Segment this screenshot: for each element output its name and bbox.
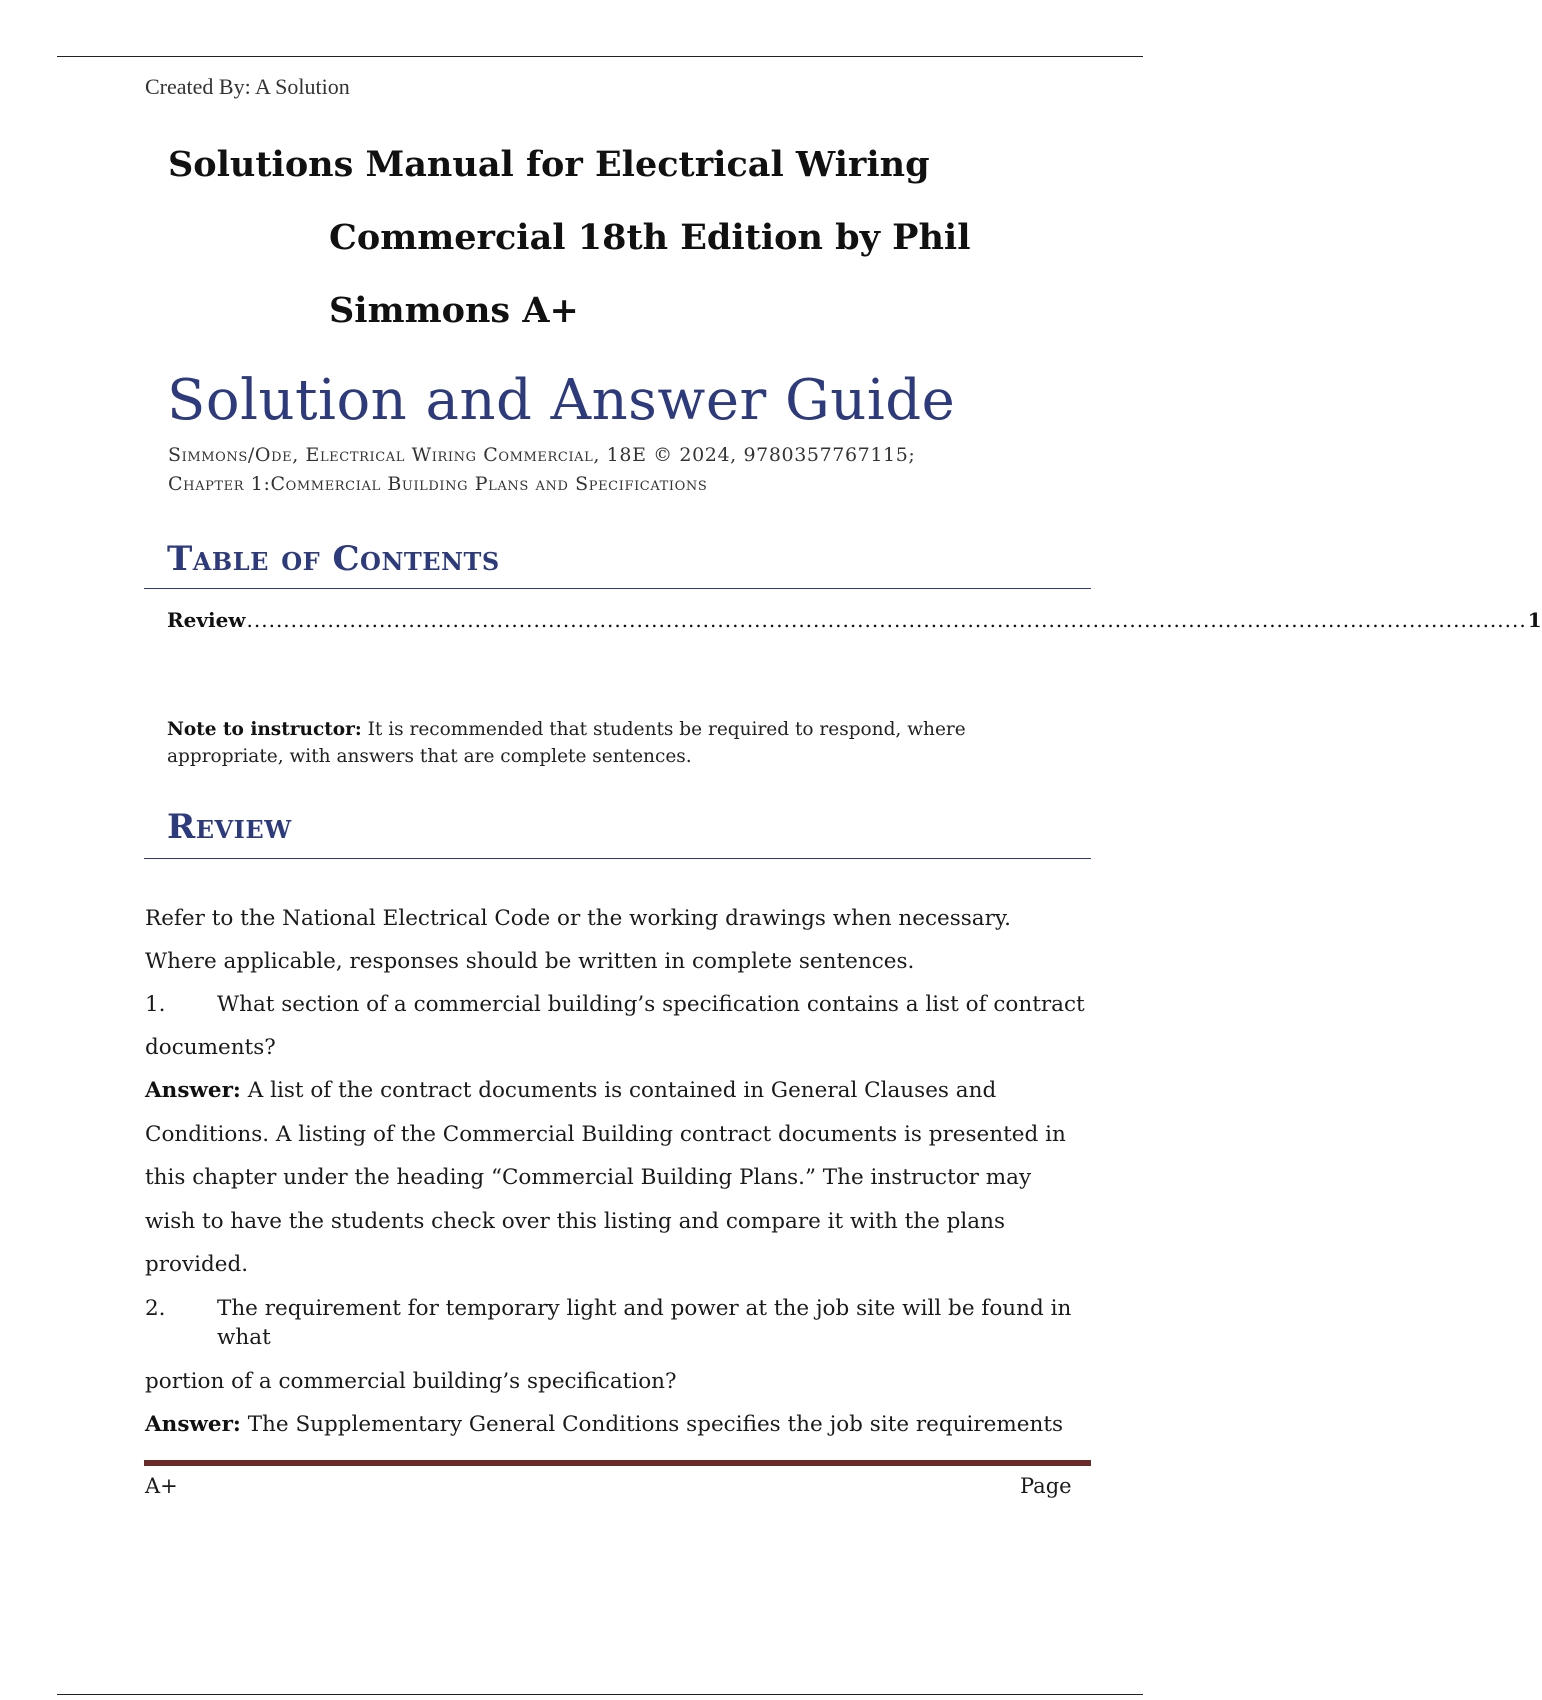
guide-subtitle-line-1: Simmons/Ode, Electrical Wiring Commercial, 18E © 2024, 9780357767115; (168, 444, 916, 466)
review-intro-line-2: Where applicable, responses should be written in complete sentences. (145, 949, 915, 974)
top-rule (57, 56, 1143, 57)
answer-1-line-3: this chapter under the heading “Commercial Building Plans.” The instructor may (145, 1165, 1032, 1190)
question-2-text: The requirement for temporary light and power at the job site will be found in (217, 1296, 1072, 1321)
guide-subtitle-line-2: Chapter 1:Commercial Building Plans and Specifications (168, 473, 708, 495)
answer-2-text: The Supplementary General Conditions specifies the job site requirements (240, 1412, 1064, 1437)
answer-1-line-4: wish to have the students check over this listing and compare it with the plans (145, 1209, 1005, 1234)
note-label: Note to instructor: (167, 719, 362, 740)
toc-heading: Table of Contents (167, 539, 500, 579)
created-by: Created By: A Solution (145, 74, 350, 99)
question-2-text-wrap: what (217, 1325, 271, 1350)
question-1-text-cont: documents? (145, 1035, 276, 1060)
answer-2-line-1 (145, 1412, 1063, 1438)
footer-page-label: Page (1020, 1474, 1072, 1498)
review-heading: Review (167, 807, 292, 847)
review-divider (144, 858, 1091, 859)
footer-rule (144, 1460, 1091, 1466)
review-intro-line-1: Refer to the National Electrical Code or the working drawings when necessary. (145, 906, 1012, 931)
note-to-instructor (167, 716, 1017, 770)
note-text: It is recommended that students be required to respond, where appropriate, with answers that are complete sentences. (167, 719, 966, 767)
toc-entry-review[interactable] (167, 608, 1542, 632)
toc-entry-page: 1 (1527, 608, 1542, 632)
answer-1-label: Answer: (145, 1078, 241, 1103)
answer-1-line-2: Conditions. A listing of the Commercial Building contract documents is presented in (145, 1122, 1066, 1147)
guide-title: Solution and Answer Guide (167, 368, 956, 433)
answer-2-label: Answer: (145, 1412, 241, 1437)
toc-divider (144, 588, 1091, 589)
question-1-text: What section of a commercial building’s specification contains a list of contract (217, 992, 1085, 1017)
main-title-line-2: Commercial 18th Edition by Phil (329, 217, 971, 258)
question-2-text-cont: portion of a commercial building’s specification? (145, 1369, 677, 1394)
question-2-number: 2. (145, 1296, 166, 1321)
bottom-rule (57, 1694, 1143, 1695)
main-title-line-3: Simmons A+ (329, 290, 579, 331)
answer-1-line-1 (145, 1078, 996, 1104)
question-1-number: 1. (145, 992, 166, 1017)
toc-entry-label: Review (167, 608, 246, 632)
answer-1-text: A list of the contract documents is contained in General Clauses and (240, 1078, 997, 1103)
main-title-line-1: Solutions Manual for Electrical Wiring (168, 144, 930, 185)
answer-1-line-5: provided. (145, 1252, 249, 1277)
toc-entry-leader: .............................................................................................................................................................................. (246, 608, 1527, 632)
footer-left: A+ (145, 1474, 178, 1498)
